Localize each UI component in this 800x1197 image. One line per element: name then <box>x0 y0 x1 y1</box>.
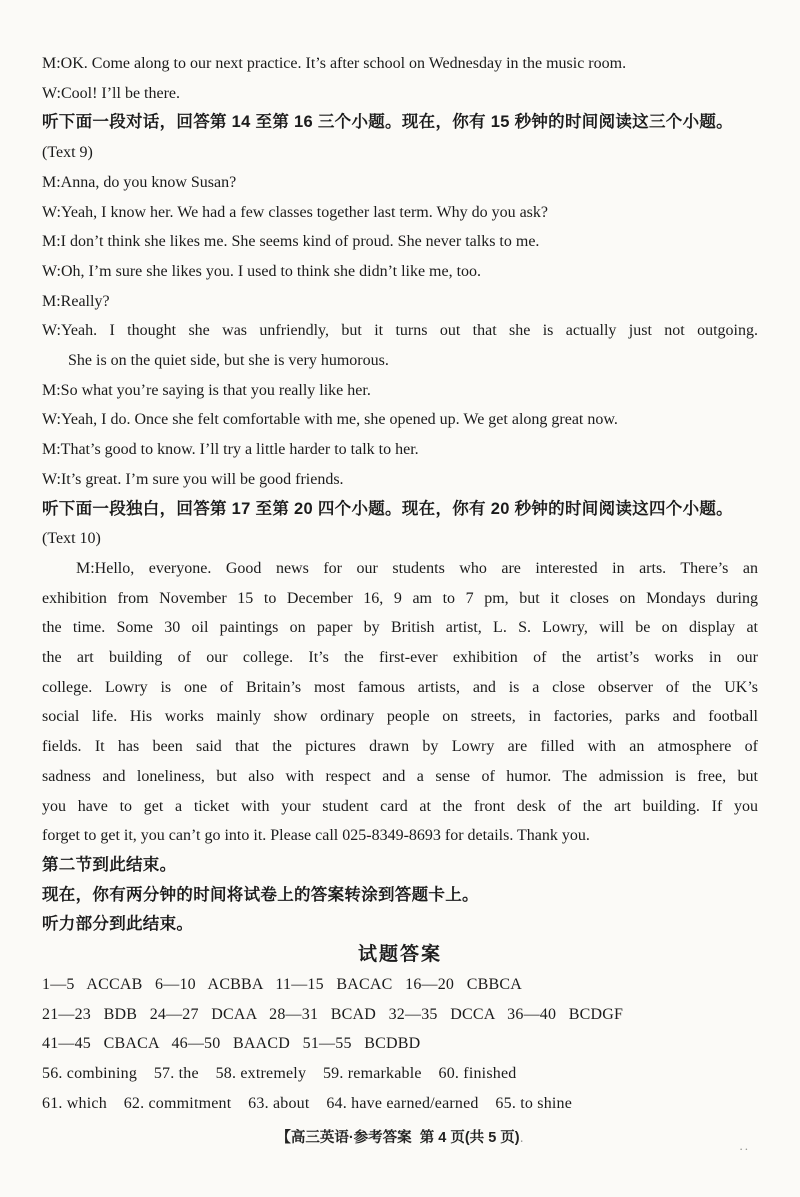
script-line: M:Anna, do you know Susan? <box>42 173 237 191</box>
monologue-line: exhibition from November 15 to December 16, 9 am to 7 pm, but it closes on Mondays during <box>42 589 758 607</box>
script-line: W:Yeah. I thought she was unfriendly, but it turns out that she is actually just not outgoing. <box>42 322 758 340</box>
script-line: W:Cool! I’ll be there. <box>42 84 181 102</box>
cn-ending-line: 第二节到此结束。 <box>42 855 177 874</box>
script-line: M:I don’t think she likes me. She seems kind of proud. She never talks to me. <box>42 233 540 251</box>
script-line: M:That’s good to know. I’ll try a little harder to talk to her. <box>42 441 419 459</box>
listening-script-section <box>42 49 758 1118</box>
answer-row: 61. which 62. commitment 63. about 64. have earned/earned 65. to shine <box>42 1094 573 1112</box>
script-line: W:It’s great. I’m sure you will be good friends. <box>42 470 344 488</box>
monologue-line: forget to get it, you can’t go into it. Please call 025-8349-8693 for details. Thank you. <box>42 827 590 845</box>
answer-row: 21—23 BDB 24—27 DCAA 28—31 BCAD 32—35 DCCA 36—40 BCDGF <box>42 1005 624 1023</box>
page-footer <box>0 1126 800 1147</box>
text10-label: (Text 10) <box>42 530 101 548</box>
cn-instruction-line: 听下面一段对话，回答第 14 至第 16 三个小题。现在，你有 15 秒钟的时间阅读这三个小题。 <box>42 113 733 132</box>
monologue-line: college. Lowry is one of Britain’s most famous artists, and is a close observer of the UK’s <box>42 678 758 696</box>
monologue-line: social life. His works mainly show ordinary people on streets, in factories, parks and football <box>42 708 758 726</box>
answers-heading: 试题答案 <box>357 944 442 966</box>
monologue-line: sadness and loneliness, but also with respect and a sense of humor. The admission is free, but <box>42 767 758 785</box>
text9-label: (Text 9) <box>42 144 93 162</box>
scan-artifact-dots: .. <box>739 1138 750 1153</box>
script-line: M:OK. Come along to our next practice. It’s after school on Wednesday in the music room. <box>42 55 627 72</box>
monologue-line: fields. It has been said that the pictures drawn by Lowry are filled with an atmosphere of <box>42 738 758 756</box>
script-line: M:Really? <box>42 292 110 310</box>
script-line: W:Yeah, I do. Once she felt comfortable with me, she opened up. We get along great now. <box>42 411 618 429</box>
cn-ending-line: 听力部分到此结束。 <box>42 915 194 934</box>
page-footer-text: 【高三英语·参考答案 第 4 页(共 5 页) <box>276 1130 520 1146</box>
script-line: M:So what you’re saying is that you really like her. <box>42 381 371 399</box>
script-line-continuation: She is on the quiet side, but she is very humorous. <box>68 352 389 370</box>
monologue-line: M:Hello, everyone. Good news for our students who are interested in arts. There’s an <box>76 559 758 577</box>
answer-row: 41—45 CBACA 46—50 BAACD 51—55 BCDBD <box>42 1035 421 1053</box>
monologue-line: you have to get a ticket with your student card at the front desk of the art building. If you <box>42 797 758 815</box>
script-line: W:Yeah, I know her. We had a few classes together last term. Why do you ask? <box>42 203 548 221</box>
monologue-line: the time. Some 30 oil paintings on paper by British artist, L. S. Lowry, will be on display at <box>42 619 758 637</box>
answer-row: 56. combining 57. the 58. extremely 59. remarkable 60. finished <box>42 1064 517 1082</box>
answer-row: 1—5 ACCAB 6—10 ACBBA 11—15 BACAC 16—20 CBBCA <box>42 975 522 993</box>
cn-instruction-line: 听下面一段独白，回答第 17 至第 20 四个小题。现在，你有 20 秒钟的时间阅读这四个小题。 <box>42 499 733 518</box>
monologue-line: the art building of our college. It’s the first-ever exhibition of the artist’s works in our <box>42 649 758 667</box>
scan-artifact-tick: . <box>519 1130 524 1146</box>
script-line: W:Oh, I’m sure she likes you. I used to think she didn’t like me, too. <box>42 262 482 280</box>
cn-ending-line: 现在，你有两分钟的时间将试卷上的答案转涂到答题卡上。 <box>42 885 479 904</box>
